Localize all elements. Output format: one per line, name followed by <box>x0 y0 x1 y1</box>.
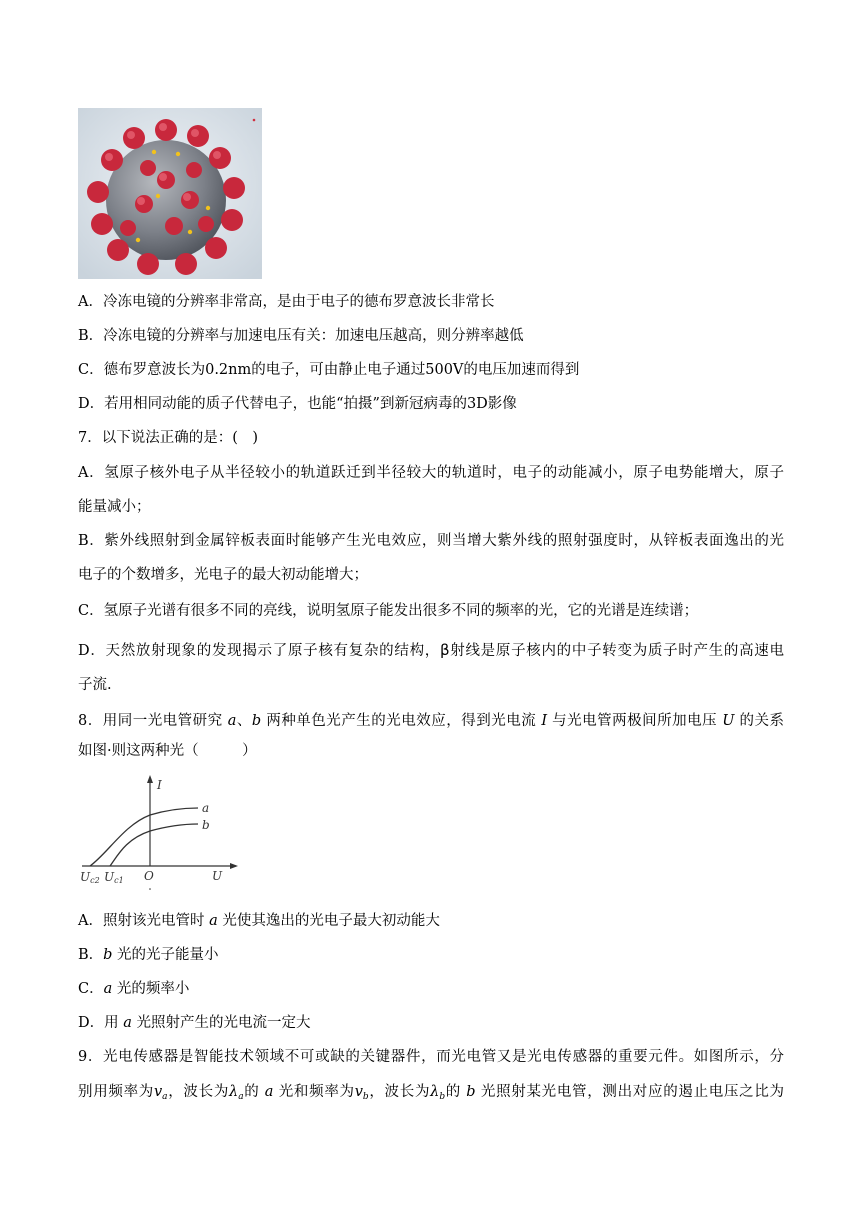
curve-a-label: a <box>202 801 210 815</box>
beta-symbol: β <box>439 641 450 659</box>
q8-stem-part: 两种单色光产生的光电效应，得到光电流 <box>261 713 542 729</box>
q8-c-pre: C． <box>78 981 104 997</box>
q9-part: ，波长为 <box>368 1084 431 1100</box>
q8-c-post: 光的频率小 <box>112 981 190 997</box>
q7-option-d-line2: 子流. <box>78 677 112 693</box>
uc1-sub: c1 <box>114 876 124 885</box>
option-a-text: A．冷冻电镜的分辨率非常高，是由于电子的德布罗意波长非常长 <box>78 294 495 310</box>
q8-stem-part: 8．用同一光电管研究 <box>78 713 228 729</box>
q7-d-post: 射线是原子核内的中子转变为质子时产生的高速电 <box>449 643 785 659</box>
q8-var-a: a <box>227 713 237 729</box>
q9-part: 的 <box>243 1084 265 1100</box>
q7-option-b-line2: 电子的个数增多，光电子的最大初动能增大； <box>78 567 368 583</box>
curve-b <box>110 824 198 866</box>
q7-option-d-line1 <box>78 640 784 661</box>
q8-a-post: 光使其逸出的光电子最大初动能大 <box>217 913 440 929</box>
coronavirus-image <box>78 108 262 279</box>
q8-a-var: a <box>209 913 218 929</box>
q9-part: 的 <box>445 1084 467 1100</box>
lambda-symbol: λ <box>430 1084 440 1100</box>
q8-stem-part: 与光电管两极间所加电压 <box>547 713 723 729</box>
q9-part: 光照射某光电管，测出对应的遏止电压之比为 <box>475 1084 785 1100</box>
lambda-sub-b: b <box>439 1092 446 1102</box>
nu-symbol: v <box>153 1084 163 1100</box>
axis-i-label: I <box>157 778 162 792</box>
q7-option-c: C．氢原子光谱有很多不同的亮线，说明氢原子能发出很多不同的频率的光，它的光谱是连续谱； <box>78 603 699 619</box>
q8-b-post: 光的光子能量小 <box>112 947 219 963</box>
curve-a <box>90 808 198 866</box>
question-8-stem-line1 <box>78 711 784 731</box>
curve-b-label: b <box>202 818 210 832</box>
uc1-label <box>104 870 124 885</box>
q9-var-a: a <box>264 1084 274 1100</box>
option-b-text: B．冷冻电镜的分辨率与加速电压有关：加速电压越高，则分辨率越低 <box>78 328 524 344</box>
q9-part: 光和频率为 <box>273 1084 355 1100</box>
q8-stem-part: 的关系 <box>734 713 785 729</box>
iu-graph <box>78 775 238 893</box>
uc2-label <box>80 870 100 885</box>
q8-option-d <box>78 1013 311 1033</box>
question-9-line1: 9．光电传感器是智能技术领域不可或缺的关键器件，而光电管又是光电传感器的重要元件。如图所示，分 <box>78 1049 784 1065</box>
nu-symbol: v <box>354 1084 363 1100</box>
q8-stem-part: 、 <box>236 713 252 729</box>
question-7-stem: 7．以下说法正确的是：( ) <box>78 430 259 446</box>
option-d-text: D．若用相同动能的质子代替电子，也能“拍摄”到新冠病毒的3D影像 <box>78 396 517 412</box>
u-axis-arrow <box>230 863 238 869</box>
q8-option-c <box>78 979 189 999</box>
uc1-main: U <box>104 870 115 884</box>
lambda-sub-a: a <box>238 1092 244 1102</box>
q8-b-pre: B． <box>78 947 104 963</box>
q8-option-a <box>78 911 440 931</box>
uc2-main: U <box>80 870 91 884</box>
nu-sub-b: b <box>362 1092 369 1102</box>
origin-label: O <box>144 869 154 883</box>
question-8-stem-line2: 如图·则这两种光（ ） <box>78 743 257 759</box>
i-axis-arrow <box>147 775 153 783</box>
uc2-sub: c2 <box>90 876 100 885</box>
q8-var-U: U <box>722 713 735 729</box>
q8-var-b: b <box>251 713 262 729</box>
q9-var-b: b <box>466 1084 476 1100</box>
q9-part: ，波长为 <box>167 1084 230 1100</box>
q7-option-a-line2: 能量减小； <box>78 499 151 515</box>
lambda-symbol: λ <box>229 1084 239 1100</box>
q7-option-b-line1: B．紫外线照射到金属锌板表面时能够产生光电效应，则当增大紫外线的照射强度时，从锌板表面逸出的光 <box>78 533 784 549</box>
option-c-text: C．德布罗意波长为0.2nm的电子，可由静止电子通过500V的电压加速而得到 <box>78 362 580 378</box>
q8-d-pre: D．用 <box>78 1015 124 1031</box>
q8-option-b <box>78 945 219 965</box>
q8-a-pre: A．照射该光电管时 <box>78 913 210 929</box>
q8-d-var: a <box>123 1015 132 1031</box>
q8-b-var: b <box>103 947 113 963</box>
question-9-line2 <box>78 1082 784 1107</box>
q7-option-a-line1: A．氢原子核外电子从半径较小的轨道跃迁到半径较大的轨道时，电子的动能减小，原子电势能增大，原子 <box>78 465 784 481</box>
axis-u-label: U <box>212 869 223 883</box>
q8-d-post: 光照射产生的光电流一定大 <box>131 1015 311 1031</box>
q7-d-pre: D．天然放射现象的发现揭示了原子核有复杂的结构， <box>78 643 440 659</box>
q8-var-I: I <box>541 713 548 729</box>
q8-c-var: a <box>103 981 113 997</box>
nu-sub-a: a <box>162 1092 168 1102</box>
q9-part: 别用频率为 <box>78 1084 154 1100</box>
